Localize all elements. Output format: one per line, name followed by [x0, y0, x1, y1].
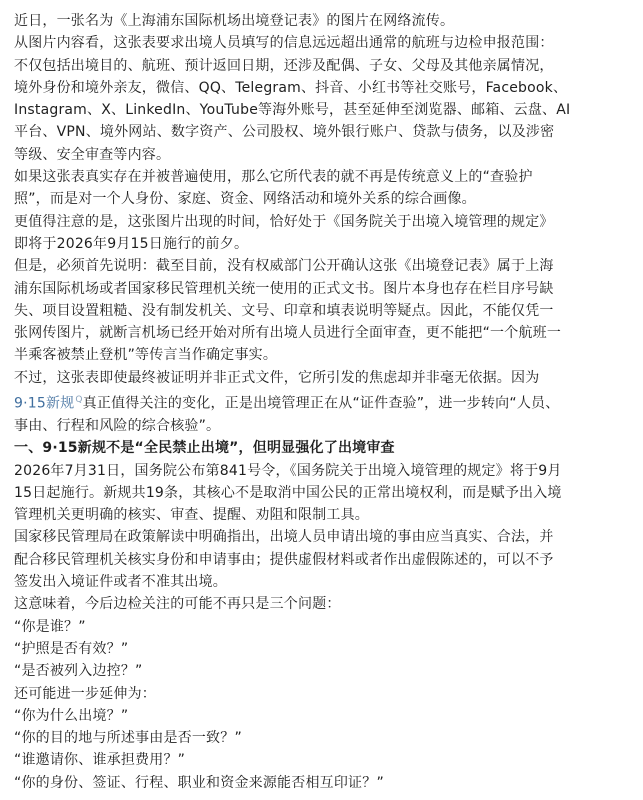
- question-item: “你的身份、签证、行程、职业和资金来源能否相互印证？”: [14, 774, 384, 791]
- question-item: “谁邀请你、谁承担费用？”: [14, 752, 186, 769]
- paragraph-if-real: 如果这张表真实存在并被普遍使用，那么它所代表的就不再是传统意义上的“查验护 照”，而是对一个人身份、家庭、资金、网络活动和境外关系的综合画像。: [14, 169, 533, 208]
- paragraph-intro: [14, 10, 629, 32]
- new-rule-link[interactable]: 9·15新规: [14, 395, 75, 412]
- paragraph-meaning: 这意味着，今后边检关注的可能不再只是三个问题：: [14, 596, 341, 613]
- question-item: “护照是否有效？”: [14, 640, 129, 657]
- paragraph-however: 不过，这张表即使最终被证明并非正式文件，它所引发的焦虑却并非毫无依据。因为 9·15新规$^Q$真正值得关注的变化，正是出境管理正在从“证件查验”，进一步转向“人员、 事由、行程和风险的综合核验”。: [14, 369, 560, 434]
- question-item: “是否被列入边控？”: [14, 663, 143, 680]
- question-item: “你的目的地与所述事由是否一致？”: [14, 730, 242, 747]
- paragraph-disclaimer: 但是，必须首先说明：截至目前，没有权威部门公开确认这张《出境登记表》属于上海 浦东国际机场或者国家移民管理机关统一使用的正式文书。图片本身也存在栏目序号缺 失、项目设置粗糙、没有制发机关、文号、印章和填表说明等疑点。因此，不能仅凭一 张网传图片，就断言机场已经开始对所有出境人员进行全面审查，更不能把“一个航班一 半乘客被禁止登机”等传言当作确定事实。: [14, 258, 562, 364]
- question-list-1: [14, 616, 629, 683]
- question-item: “你是谁？”: [14, 618, 86, 635]
- paragraph-extend: 还可能进一步延伸为：: [14, 685, 156, 702]
- text-line: 近日，一张名为《上海浦东国际机场出境登记表》的图片在网络流传。: [14, 13, 455, 29]
- question-item: “你为什么出境？”: [14, 707, 129, 724]
- search-icon[interactable]: Q: [75, 395, 83, 406]
- paragraph-content: 从图片内容看，这张表要求出境人员填写的信息远远超出通常的航班与边检申报范围： 不仅包括出境目的、航班、预计返回日期，还涉及配偶、子女、父母及其他亲属情况， 境外身份和境外亲友，微信、QQ、Telegram、抖音、小红书等社交账号，Facebook、 Instagram、X、LinkedIn、YouTube等海外账号，甚至延伸至浏览器、邮箱、云盘、AI 平台、VPN、境外网站、数字资产、公司股权、境外银行账户、贷款与债务，以及涉密 等级、安全审查等内容。: [14, 35, 571, 163]
- paragraph-nia: 国家移民管理局在政策解读中明确指出，出境人员申请出境的事由应当真实、合法，并 配合移民管理机关核实身份和申请事由；提供虚假材料或者作出虚假陈述的，可以不予 签发出入境证件或者不准其出境。: [14, 529, 554, 591]
- paragraph-timing: 更值得注意的是，这张图片出现的时间，恰好处于《国务院关于出境入境管理的规定》 即将于2026年9月15日施行的前夕。: [14, 213, 554, 252]
- question-list-2: [14, 705, 629, 794]
- section-heading: 一、9·15新规不是“全民禁止出境”，但明显强化了出境审查: [14, 440, 395, 457]
- paragraph-decree: 2026年7月31日，国务院公布第841号令，《国务院关于出境入境管理的规定》将于9月 15日起施行。新规共19条，其核心不是取消中国公民的正常出境权利，而是赋予出入境 管理机关更明确的核实、审查、提醒、劝阻和限制工具。: [14, 462, 562, 524]
